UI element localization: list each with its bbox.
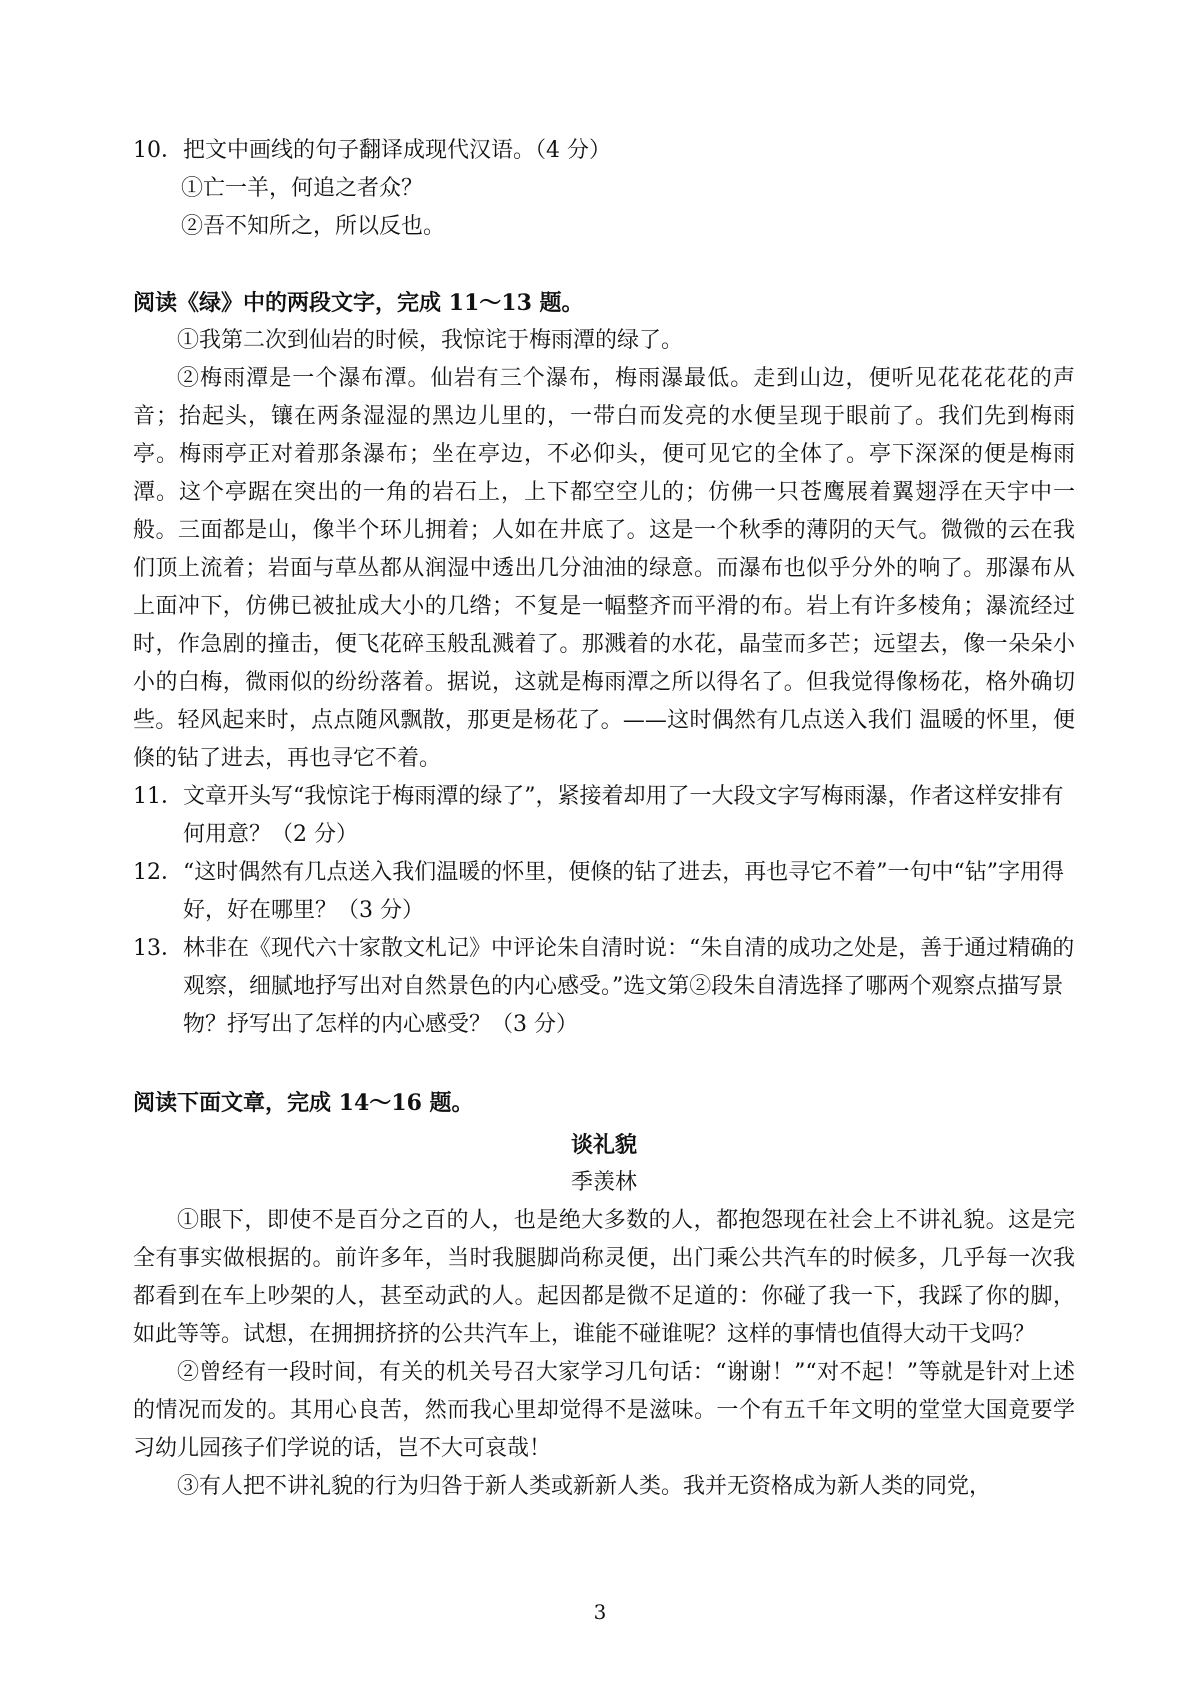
section-heading-limao: 阅读下面文章，完成 14～16 题。 (133, 1090, 474, 1116)
question-number: 11． (133, 784, 183, 809)
question-11 (133, 778, 1075, 854)
question-text: 文章开头写“我惊诧于梅雨潭的绿了”，紧接着却用了一大段文字写梅雨瀑，作者这样安排有何用意？（2 分） (183, 784, 1064, 847)
question-13 (133, 930, 1075, 1044)
question-number: 12． (133, 860, 183, 885)
article-paragraph-3: ③有人把不讲礼貌的行为归咎于新人类或新新人类。我并无资格成为新人类的同党， (177, 1474, 992, 1499)
question-number: 13． (133, 936, 183, 961)
passage-paragraph-2: ②梅雨潭是一个瀑布潭。仙岩有三个瀑布，梅雨瀑最低。走到山边，便听见花花花花的声音；抬起头，镶在两条湿湿的黑边儿里的，一带白而发亮的水便呈现于眼前了。我们先到梅雨亭。梅雨亭正对着那条瀑布；坐在亭边，不必仰头，便可见它的全体了。亭下深深的便是梅雨潭。这个亭踞在突出的一角的岩石上，上下都空空儿的；仿佛一只苍鹰展着翼翅浮在天宇中一般。三面都是山，像半个环儿拥着；人如在井底了。这是一个秋季的薄阴的天气。微微的云在我们顶上流着；岩面与草丛都从润湿中透出几分油油的绿意。而瀑布也似乎分外的响了。那瀑布从上面冲下，仿佛已被扯成大小的几绺；不复是一幅整齐而平滑的布。岩上有许多棱角；瀑流经过时，作急剧的撞击，便飞花碎玉般乱溅着了。那溅着的水花，晶莹而多芒；远望去，像一朵朵小小的白梅，微雨似的纷纷落着。据说，这就是梅雨潭之所以得名了。但我觉得像杨花，格外确切些。轻风起来时，点点随风飘散，那更是杨花了。——这时偶然有几点送入我们 温暖的怀里，便倏的钻了进去，再也寻它不着。 (133, 366, 1075, 771)
question-text: 林非在《现代六十家散文札记》中评论朱自清时说：“朱自清的成功之处是，善于通过精确的观察，细腻地抒写出对自然景色的内心感受。”选文第②段朱自清选择了哪两个观察点描写景物？抒写出了怎样的内心感受？（3 分） (183, 936, 1075, 1037)
translation-item-2: ②吾不知所之，所以反也。 (181, 214, 446, 239)
question-12 (133, 854, 1075, 930)
page-number: 3 (593, 1600, 607, 1624)
article-title: 谈礼貌 (570, 1132, 637, 1158)
article-paragraph-2: ②曾经有一段时间，有关的机关号召大家学习几句话：“谢谢！”“对不起！”等就是针对上述的情况而发的。其用心良苦，然而我心里却觉得不是滋味。一个有五千年文明的堂堂大国竟要学习幼儿园孩子们学说的话，岂不大可哀哉！ (133, 1360, 1075, 1461)
page-content (133, 132, 1075, 1506)
question-text: 把文中画线的句子翻译成现代汉语。（4 分） (183, 138, 611, 163)
translation-item-1: ①亡一羊，何追之者众？ (181, 176, 424, 201)
article-author: 季羡林 (570, 1170, 637, 1195)
question-number: 10． (133, 138, 183, 163)
passage-paragraph-1: ①我第二次到仙岩的时候，我惊诧于梅雨潭的绿了。 (177, 328, 684, 353)
question-10 (133, 132, 1075, 170)
article-paragraph-1: ①眼下，即使不是百分之百的人，也是绝大多数的人，都抱怨现在社会上不讲礼貌。这是完全有事实做根据的。前许多年，当时我腿脚尚称灵便，出门乘公共汽车的时候多，几乎每一次我都看到在车上吵架的人，甚至动武的人。起因都是微不足道的：你碰了我一下，我踩了你的脚，如此等等。试想，在拥拥挤挤的公共汽车上，谁能不碰谁呢？这样的事情也值得大动干戈吗？ (133, 1208, 1075, 1347)
section-heading-lv: 阅读《绿》中的两段文字，完成 11～13 题。 (133, 290, 584, 316)
question-text: “这时偶然有几点送入我们温暖的怀里，便倏的钻了进去，再也寻它不着”一句中“钻”字用得好，好在哪里？（3 分） (183, 860, 1064, 923)
